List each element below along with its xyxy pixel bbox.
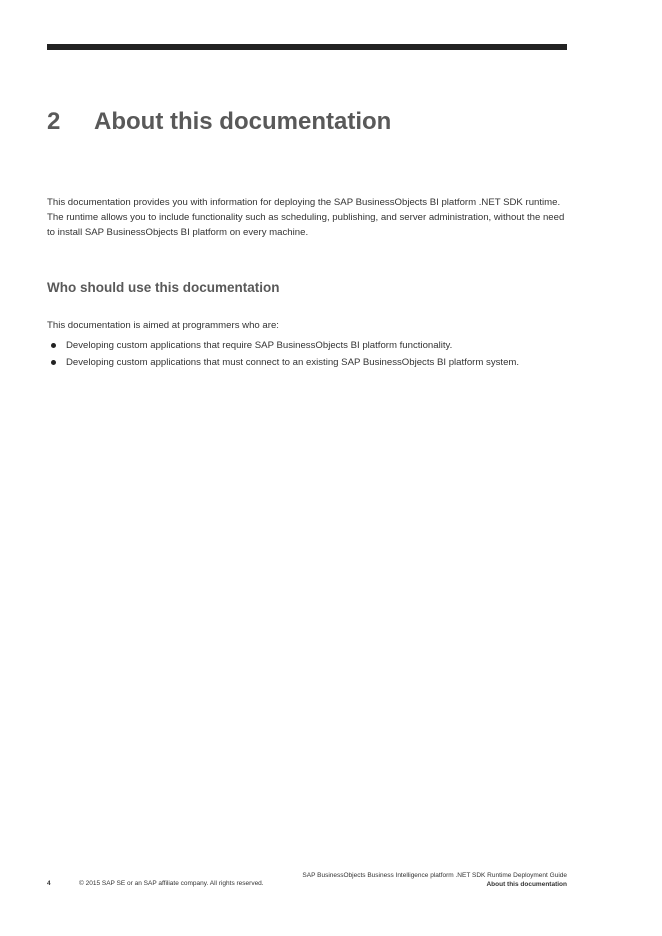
audience-list	[47, 339, 567, 373]
chapter-heading	[47, 106, 567, 138]
intro-paragraph: This documentation provides you with information for deploying the SAP BusinessObjects BI platform .NET SDK runtime. The runtime allows you to include functionality such as scheduling, publishing, and server administration, without the need to install SAP BusinessObjects BI platform on every machine.	[47, 197, 565, 238]
bullet-icon	[51, 343, 56, 348]
chapter-number: 2	[47, 108, 61, 135]
footer-chapter-title: About this documentation	[486, 881, 567, 888]
page-number: 4	[47, 880, 51, 887]
chapter-title: About this documentation	[94, 108, 392, 135]
list-item-text: Developing custom applications that require SAP BusinessObjects BI platform functionality.	[66, 340, 453, 351]
list-item	[47, 356, 567, 369]
audience-lead: This documentation is aimed at programmers who are:	[47, 320, 279, 331]
header-rule	[47, 44, 567, 50]
section-heading: Who should use this documentation	[47, 280, 280, 295]
list-item	[47, 339, 567, 352]
list-item-text: Developing custom applications that must connect to an existing SAP BusinessObjects BI platform system.	[66, 357, 520, 368]
copyright-notice: © 2015 SAP SE or an SAP affiliate company. All rights reserved.	[79, 880, 264, 887]
guide-title: SAP BusinessObjects Business Intelligence platform .NET SDK Runtime Deployment Guide	[302, 872, 567, 879]
bullet-icon	[51, 360, 56, 365]
